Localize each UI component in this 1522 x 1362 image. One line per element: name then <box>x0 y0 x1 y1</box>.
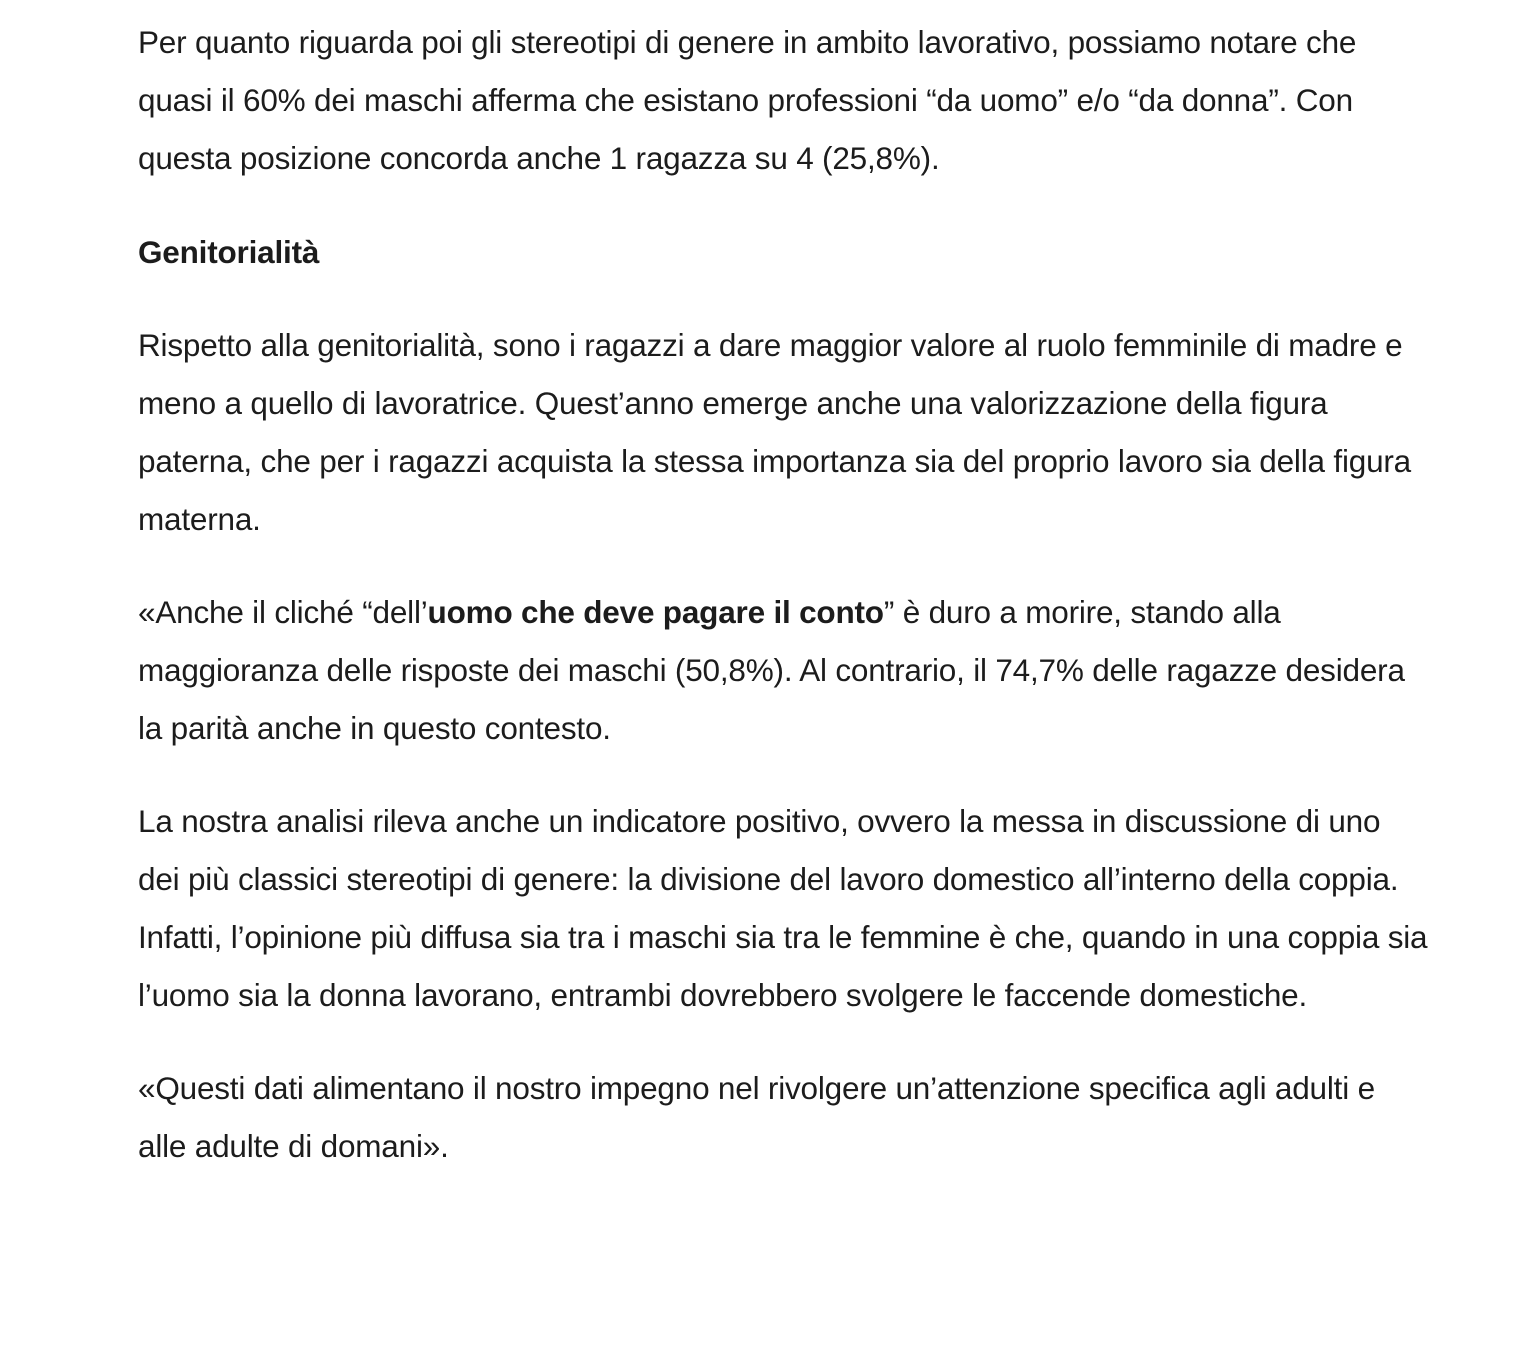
quote-emphasis: uomo che deve pagare il conto <box>427 594 884 630</box>
paragraph-parenthood: Rispetto alla genitorialità, sono i ragazzi a dare maggior valore al ruolo femminile di madre e meno a quello di lavoratrice. Quest’anno emerge anche una valorizzazione della figura paterna, che per i ragazzi acquista la stessa importanza sia del proprio lavoro sia della figura materna. <box>138 327 1411 537</box>
paragraph-domestic-work: La nostra analisi rileva anche un indicatore positivo, ovvero la messa in discussione di uno dei più classici stereotipi di genere: la divisione del lavoro domestico all’interno della coppia. Infatti, l’opinione più diffusa sia tra i maschi sia tra le femmine è che, quando in una coppia sia l’uomo sia la donna lavorano, entrambi dovrebbero svolgere le faccende domestiche. <box>138 803 1428 1013</box>
quote-text-end: ” è duro a morire, stando alla maggioranza delle risposte dei maschi (50,8%). Al contrario, il 74,7% delle ragazze desidera la parità anche in questo contesto. <box>138 594 1405 746</box>
section-heading-parenthood: Genitorialità <box>138 234 320 270</box>
paragraph-closing-quote: «Questi dati alimentano il nostro impegno nel rivolgere un’attenzione specifica agli adulti e alle adulte di domani». <box>138 1070 1375 1164</box>
paragraph-work-stereotypes: Per quanto riguarda poi gli stereotipi di genere in ambito lavorativo, possiamo notare che quasi il 60% dei maschi afferma che esistano professioni “da uomo” e/o “da donna”. Con questa posizione concorda anche 1 ragazza su 4 (25,8%). <box>138 24 1357 176</box>
article-body <box>138 13 1428 1210</box>
quote-text-start: «Anche il cliché “dell’ <box>138 594 428 630</box>
paragraph-pay-the-bill-quote <box>138 583 1428 757</box>
